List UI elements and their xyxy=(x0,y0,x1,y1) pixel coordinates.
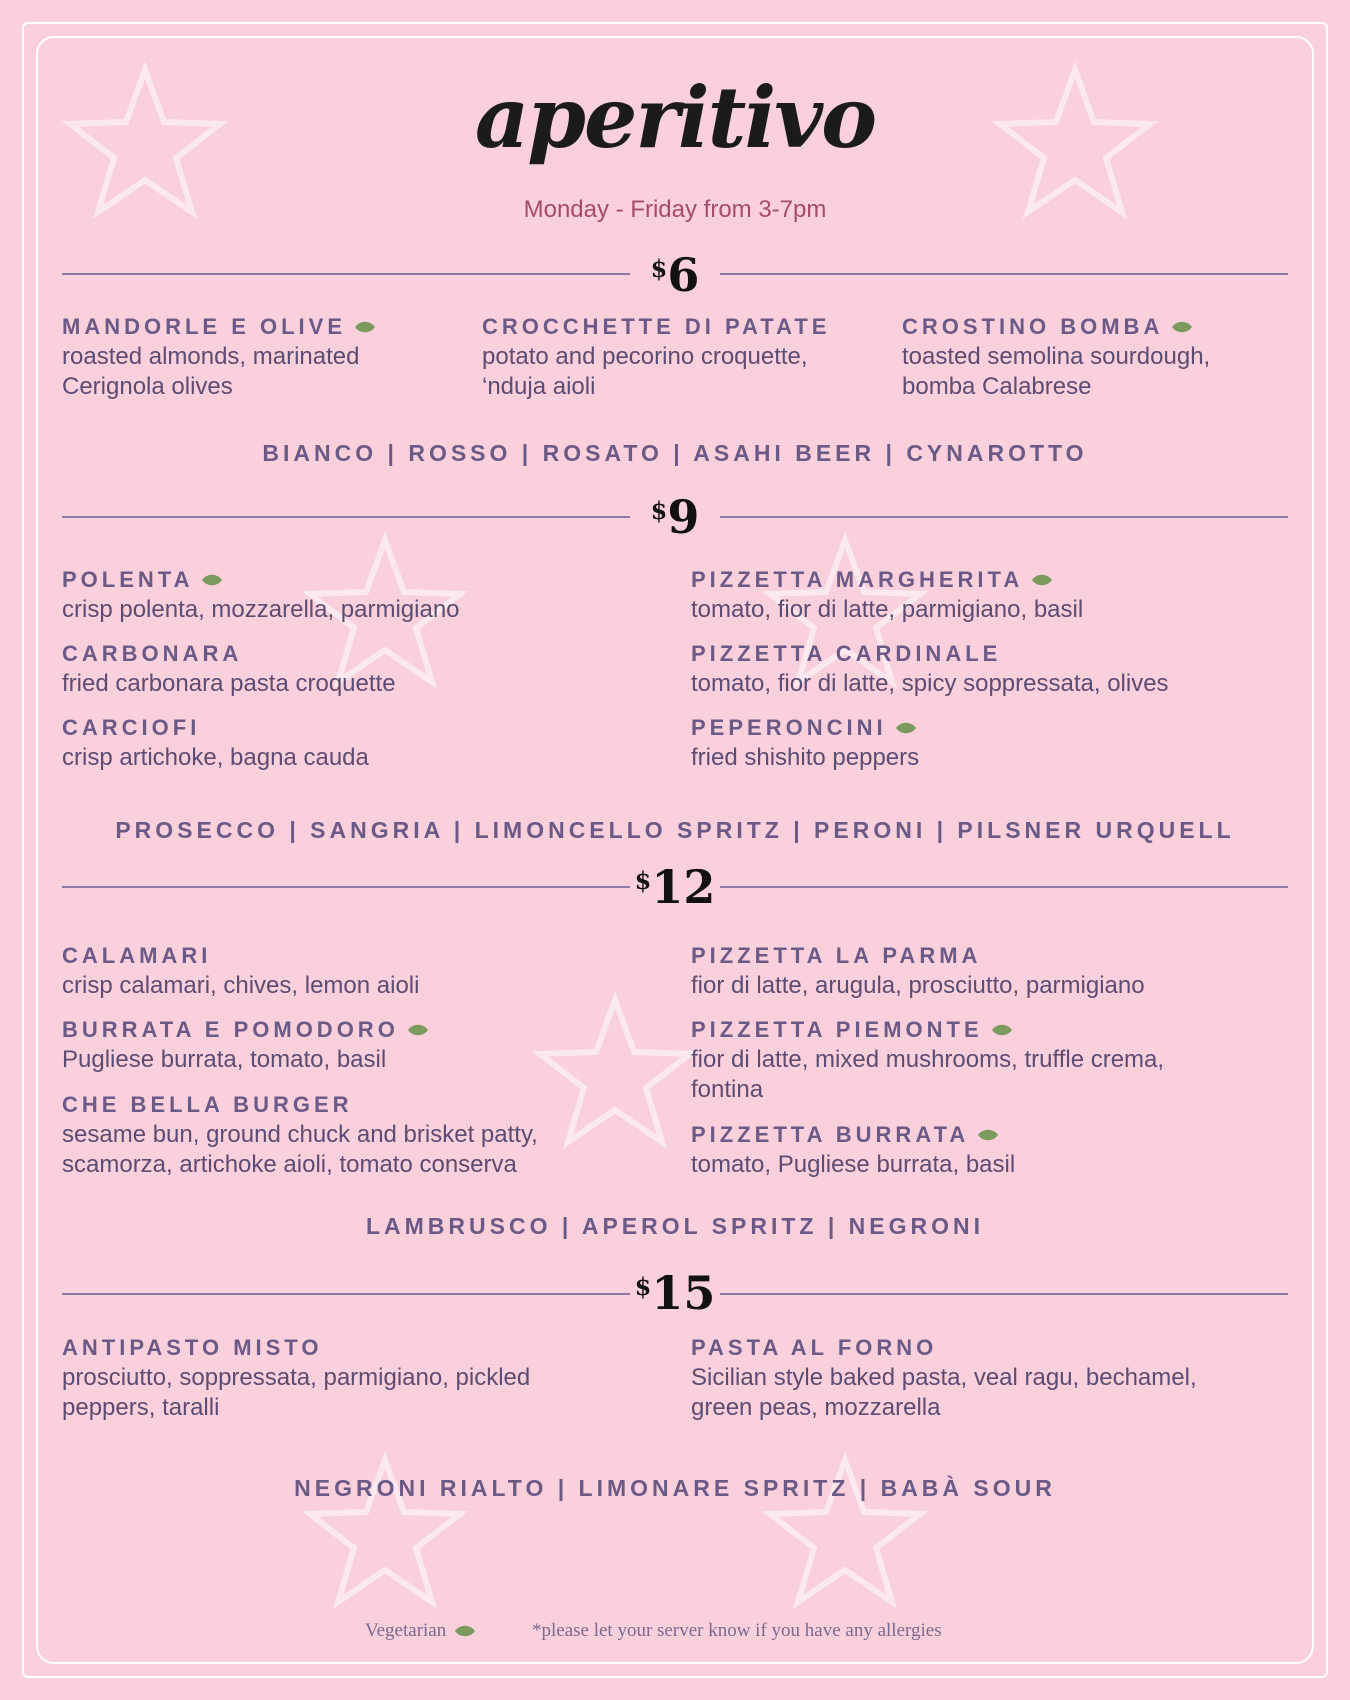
menu-item xyxy=(691,713,1311,773)
section-divider xyxy=(62,516,630,518)
menu-item xyxy=(691,1120,1311,1180)
drinks-list: BIANCO | ROSSO | ROSATO | ASAHI BEER | CYNAROTTO xyxy=(262,440,1088,466)
vegetarian-label: Vegetarian xyxy=(365,1620,447,1641)
section-divider xyxy=(62,886,630,888)
allergy-note: *please let your server know if you have any allergies xyxy=(532,1620,942,1641)
item-name: POLENTA xyxy=(62,565,662,595)
leaf-icon xyxy=(1171,321,1193,333)
item-description: fried shishito peppers xyxy=(691,744,920,771)
drinks-list: NEGRONI RIALTO | LIMONARE SPRITZ | BABÀ SOUR xyxy=(294,1475,1056,1501)
section-divider xyxy=(720,516,1288,518)
leaf-icon xyxy=(407,1024,429,1036)
item-name: BURRATA E POMODORO xyxy=(62,1015,662,1045)
leaf-icon xyxy=(895,722,917,734)
menu-item xyxy=(62,1015,662,1075)
item-name: CARCIOFI xyxy=(62,715,201,740)
leaf-icon xyxy=(454,1625,476,1637)
item-name: CROSTINO BOMBA xyxy=(902,312,1302,342)
item-description: roasted almonds, marinated xyxy=(62,343,360,370)
section-divider xyxy=(62,1293,630,1295)
section-divider xyxy=(62,273,630,275)
item-description: tomato, Pugliese burrata, basil xyxy=(691,1151,1016,1178)
item-name: PIZZETTA CARDINALE xyxy=(691,641,1002,666)
leaf-icon xyxy=(1031,574,1053,586)
item-description: tomato, fior di latte, parmigiano, basil xyxy=(691,596,1084,623)
drinks-list: PROSECCO | SANGRIA | LIMONCELLO SPRITZ | PERONI | PILSNER URQUELL xyxy=(115,817,1235,843)
menu-title: aperitivo xyxy=(474,68,876,167)
item-name: CROCCHETTE DI PATATE xyxy=(482,314,831,339)
item-description: sesame bun, ground chuck and brisket patty, xyxy=(62,1121,538,1148)
menu-item xyxy=(62,312,462,402)
item-description: Pugliese burrata, tomato, basil xyxy=(62,1046,387,1073)
section-divider xyxy=(720,886,1288,888)
price-heading: $9 xyxy=(650,490,700,544)
item-name: CARBONARA xyxy=(62,641,243,666)
item-description: crisp artichoke, bagna cauda xyxy=(62,744,369,771)
item-description: fior di latte, arugula, prosciutto, parmigiano xyxy=(691,972,1145,999)
menu-item xyxy=(691,565,1311,625)
section-divider xyxy=(720,273,1288,275)
menu-item xyxy=(62,1090,682,1180)
menu-item xyxy=(62,941,662,1001)
price-heading: $15 xyxy=(634,1266,716,1320)
item-name: CALAMARI xyxy=(62,943,212,968)
leaf-icon xyxy=(201,574,223,586)
menu-item xyxy=(691,639,1311,699)
leaf-icon xyxy=(977,1129,999,1141)
vegetarian-legend xyxy=(365,1620,476,1642)
item-description: fried carbonara pasta croquette xyxy=(62,670,396,697)
item-name: PIZZETTA MARGHERITA xyxy=(691,565,1311,595)
item-name: PEPERONCINI xyxy=(691,713,1311,743)
item-description: toasted semolina sourdough, xyxy=(902,343,1211,370)
item-name: MANDORLE E OLIVE xyxy=(62,312,462,342)
menu-item xyxy=(62,565,662,625)
leaf-icon xyxy=(354,321,376,333)
item-name: CHE BELLA BURGER xyxy=(62,1092,353,1117)
menu-item xyxy=(902,312,1302,402)
menu-item xyxy=(62,713,662,773)
item-name: PIZZETTA LA PARMA xyxy=(691,943,982,968)
item-description: scamorza, artichoke aioli, tomato conserva xyxy=(62,1151,517,1178)
item-name: ANTIPASTO MISTO xyxy=(62,1335,323,1360)
menu-item xyxy=(691,1333,1311,1423)
item-description: fior di latte, mixed mushrooms, truffle crema, xyxy=(691,1046,1165,1073)
item-description: crisp calamari, chives, lemon aioli xyxy=(62,972,420,999)
item-description: bomba Calabrese xyxy=(902,373,1092,400)
leaf-icon xyxy=(991,1024,1013,1036)
menu-item xyxy=(62,1333,682,1423)
item-name: PIZZETTA PIEMONTE xyxy=(691,1015,1311,1045)
item-description: Sicilian style baked pasta, veal ragu, bechamel, xyxy=(691,1364,1197,1391)
item-description: fontina xyxy=(691,1076,764,1103)
item-description: ‘nduja aioli xyxy=(482,373,596,400)
item-description: tomato, fior di latte, spicy soppressata, olives xyxy=(691,670,1169,697)
section-divider xyxy=(720,1293,1288,1295)
item-name: PASTA AL FORNO xyxy=(691,1335,938,1360)
menu-item xyxy=(691,941,1311,1001)
item-description: green peas, mozzarella xyxy=(691,1394,941,1421)
menu-item xyxy=(691,1015,1311,1105)
price-heading: $12 xyxy=(634,860,716,914)
menu-item xyxy=(482,312,882,402)
drinks-list: LAMBRUSCO | APEROL SPRITZ | NEGRONI xyxy=(365,1213,984,1239)
menu-item xyxy=(62,639,662,699)
item-description: crisp polenta, mozzarella, parmigiano xyxy=(62,596,460,623)
item-description: peppers, taralli xyxy=(62,1394,220,1421)
item-description: potato and pecorino croquette, xyxy=(482,343,808,370)
item-description: Cerignola olives xyxy=(62,373,233,400)
item-name: PIZZETTA BURRATA xyxy=(691,1120,1311,1150)
item-description: prosciutto, soppressata, parmigiano, pickled xyxy=(62,1364,531,1391)
price-heading: $6 xyxy=(650,248,700,302)
menu-hours: Monday - Friday from 3-7pm xyxy=(523,196,827,223)
